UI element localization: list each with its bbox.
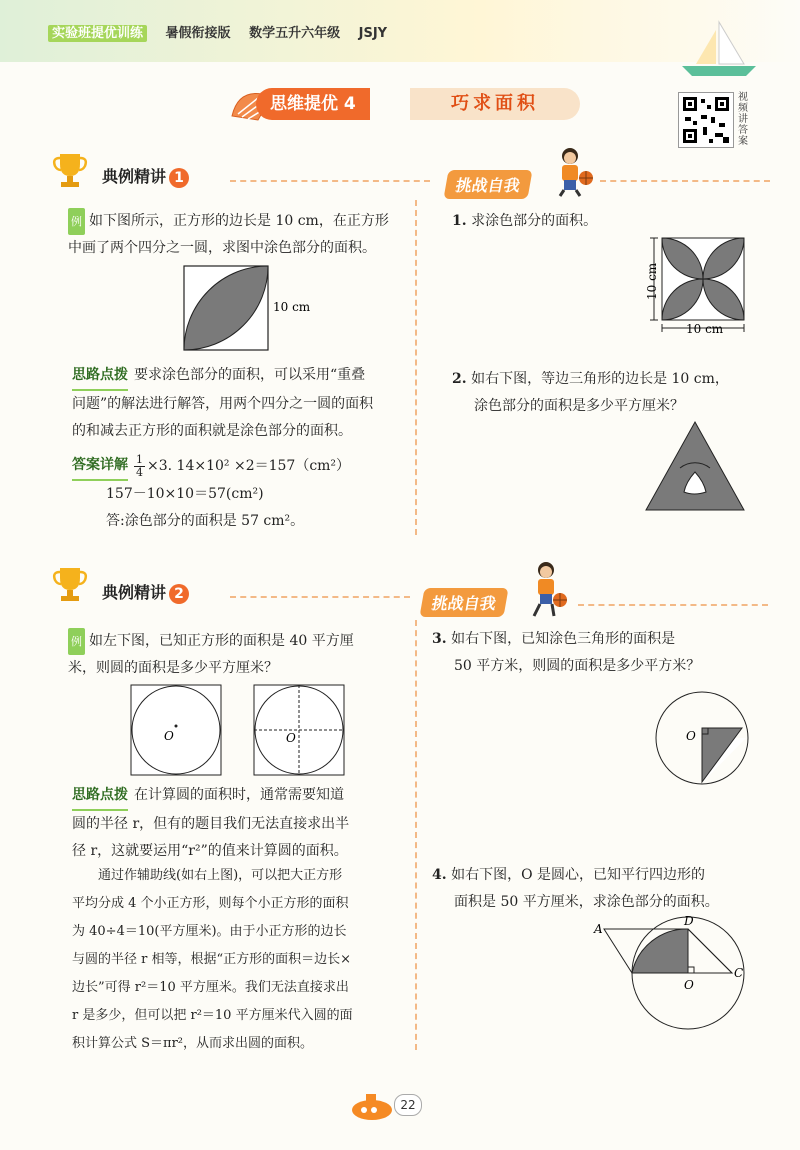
- example2-question: [68, 628, 413, 682]
- problem2-line1: 如右下图，等边三角形的边长是 10 cm，: [471, 371, 729, 387]
- example1-number: 1: [169, 168, 189, 188]
- para-line1: 通过作辅助线(如右上图)，可以把大正方形: [98, 868, 343, 883]
- example2-explanation: [72, 862, 417, 1058]
- example2-title-text: 典例精讲: [102, 583, 167, 602]
- example1-figure: [183, 265, 323, 353]
- example1-title-text: 典例精讲: [102, 167, 167, 186]
- problem2-line2: 涂色部分的面积是多少平方厘米？: [474, 398, 684, 414]
- problem1-w-label: 10 cm: [686, 322, 724, 336]
- example1-title: [102, 164, 189, 188]
- challenge-label-2: 挑战自我: [419, 588, 508, 617]
- banner-topic: 巧求面积: [410, 88, 580, 120]
- qr-label: 视频讲答案: [738, 92, 748, 147]
- example1-fig-label: 10 cm: [273, 300, 311, 314]
- boy-basketball-icon: [524, 560, 572, 620]
- problem4: [432, 862, 782, 916]
- answer-line3: 答:涂色部分的面积是 57 cm²。: [106, 513, 305, 529]
- example-badge: 例: [68, 628, 85, 655]
- code-label: JSJY: [358, 26, 388, 41]
- para-line5: 边长”可得 r²＝10 平方厘米。我们无法直接求出: [72, 980, 349, 995]
- problem2-figure: [644, 420, 746, 514]
- example1-line2: 中画了两个四分之一圆，求图中涂色部分的面积。: [68, 240, 376, 256]
- label-o-left: O: [164, 729, 174, 743]
- hint-tag: 思路点拨: [72, 362, 128, 391]
- challenge-label-1: 挑战自我: [443, 170, 532, 199]
- para-line7: 积计算公式 S＝πr²，从而求出圆的面积。: [72, 1036, 314, 1051]
- hint-line3: 的和减去正方形的面积就是涂色部分的面积。: [72, 423, 352, 439]
- example2-line2: 米，则圆的面积是多少平方厘米？: [68, 660, 278, 676]
- header-text: [48, 22, 401, 41]
- example1-question: [68, 208, 413, 262]
- example-badge: 例: [68, 208, 85, 235]
- problem2-number: 2.: [452, 371, 467, 387]
- fraction: [134, 454, 145, 479]
- example2-title: [102, 580, 189, 604]
- banner-section-title: 思维提优 4: [256, 88, 370, 120]
- qr-code[interactable]: [678, 92, 734, 148]
- problem3-figure: [652, 688, 752, 788]
- problem1-figure: [642, 232, 762, 338]
- hint-line3: 径 r，这就要运用“r²”的值来计算圆的面积。: [72, 843, 348, 859]
- hint-line2: 问题”的解法进行解答，用两个四分之一圆的面积: [72, 396, 374, 412]
- para-line3: 为 40÷4＝10(平方厘米)。由于小正方形的边长: [72, 924, 347, 939]
- edition-label: 暑假衔接版: [165, 26, 231, 41]
- problem3-number: 3.: [432, 631, 447, 647]
- problem3: [432, 626, 782, 680]
- para-line4: 与圆的半径 r 相等，根据“正方形的面积＝边长×: [72, 952, 352, 967]
- divider: [600, 180, 770, 182]
- problem1-text: 求涂色部分的面积。: [471, 213, 598, 229]
- example1-hint: [72, 362, 417, 445]
- problem2: [452, 366, 792, 420]
- series-title: 实验班提优训练: [48, 25, 147, 42]
- fraction-numerator: 1: [136, 453, 143, 466]
- problem4-figure: [590, 915, 760, 1045]
- example2-line1: 如左下图，已知正方形的面积是 40 平方厘: [89, 633, 354, 649]
- label-o-right: O: [286, 731, 296, 745]
- para-line6: r 是多少，但可以把 r²＝10 平方厘米代入圆的面: [72, 1008, 353, 1023]
- divider: [578, 604, 768, 606]
- problem4-label-c: C: [734, 966, 744, 980]
- page-number: 22: [394, 1094, 422, 1116]
- problem4-number: 4.: [432, 867, 447, 883]
- answer-line1: ×3. 14×10² ×2＝157（cm²）: [147, 458, 351, 474]
- divider: [230, 180, 430, 182]
- problem1: [452, 208, 597, 235]
- subject-label: 数学五升六年级: [249, 26, 341, 41]
- fraction-denominator: 4: [136, 466, 143, 479]
- problem1-number: 1.: [452, 213, 467, 229]
- problem4-line2: 面积是 50 平方厘米，求涂色部分的面积。: [454, 894, 719, 910]
- problem3-label-o: O: [686, 729, 696, 743]
- trophy-icon: [52, 566, 88, 604]
- hint-line1: 要求涂色部分的面积，可以采用“重叠: [134, 367, 366, 383]
- para-line2: 平均分成 4 个小正方形，则每个小正方形的面积: [72, 896, 349, 911]
- problem4-label-d: D: [684, 915, 694, 928]
- answer-tag: 答案详解: [72, 452, 128, 481]
- trophy-icon: [52, 152, 88, 190]
- example2-hint: [72, 782, 417, 865]
- sailboat-icon: [674, 20, 764, 78]
- example2-number: 2: [169, 584, 189, 604]
- problem3-line2: 50 平方米，则圆的面积是多少平方米？: [454, 658, 701, 674]
- hint-tag: 思路点拨: [72, 782, 128, 811]
- answer-line2: 157－10×10＝57(cm²): [106, 486, 264, 502]
- divider: [230, 596, 410, 598]
- submarine-icon: [350, 1088, 394, 1124]
- problem3-line1: 如右下图，已知涂色三角形的面积是: [451, 631, 676, 647]
- hint-line2: 圆的半径 r，但有的题目我们无法直接求出半: [72, 816, 350, 832]
- hint-line1: 在计算圆的面积时，通常需要知道: [134, 787, 344, 803]
- problem1-h-label: 10 cm: [645, 262, 659, 300]
- problem4-line1: 如右下图，O 是圆心，已知平行四边形的: [451, 867, 706, 883]
- boy-basketball-icon: [548, 146, 596, 198]
- example1-answer: [72, 452, 417, 535]
- example1-line1: 如下图所示，正方形的边长是 10 cm，在正方形: [89, 213, 389, 229]
- problem4-label-a: A: [594, 922, 603, 936]
- problem4-label-o: O: [684, 978, 694, 992]
- example2-figures: [130, 684, 376, 776]
